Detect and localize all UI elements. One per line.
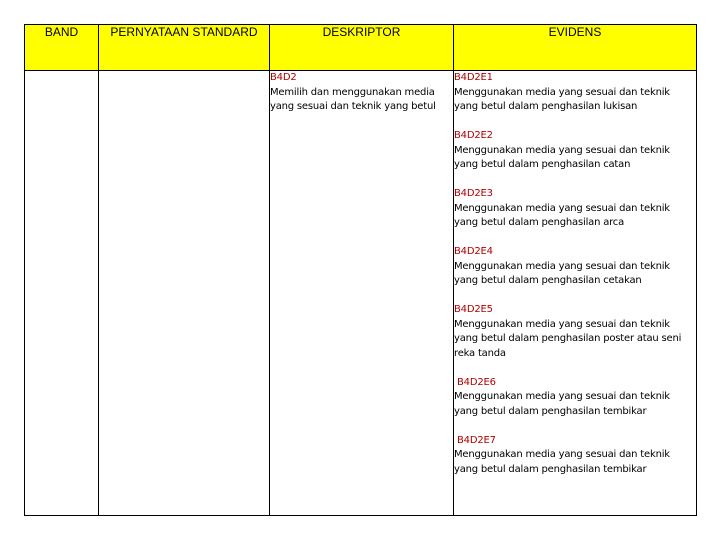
evidence-text: Menggunakan media yang sesuai dan teknik yang betul dalam penghasilan tembikar	[454, 449, 670, 475]
evidence-code: B4D2E6	[457, 376, 496, 388]
evidence-text: Menggunakan media yang sesuai dan teknik yang betul dalam penghasilan cetakan	[454, 260, 670, 286]
evidence-item	[454, 245, 696, 289]
header-evidence: EVIDENS	[454, 25, 697, 71]
band-cell	[25, 71, 99, 516]
evidence-item	[454, 187, 696, 231]
evidence-text: Menggunakan media yang sesuai dan teknik yang betul dalam penghasilan arca	[454, 202, 670, 228]
header-standard: PERNYATAAN STANDARD	[99, 25, 270, 71]
evidence-item	[454, 71, 696, 115]
evidence-item	[454, 376, 696, 420]
evidence-code: B4D2E7	[457, 434, 496, 446]
evidence-code: B4D2E4	[454, 246, 493, 257]
evidence-code: B4D2E3	[454, 188, 493, 199]
evidence-text: Menggunakan media yang sesuai dan teknik yang betul dalam penghasilan lukisan	[454, 86, 670, 112]
evidence-item	[454, 434, 696, 478]
evidence-item	[454, 129, 696, 173]
descriptor-code: B4D2	[270, 72, 297, 83]
evidence-text: Menggunakan media yang sesuai dan teknik yang betul dalam penghasilan tembikar	[454, 391, 670, 417]
standard-cell	[99, 71, 270, 516]
header-row	[25, 25, 697, 71]
header-descriptor: DESKRIPTOR	[270, 25, 454, 71]
evidence-code: B4D2E5	[454, 304, 493, 315]
evidence-code: B4D2E2	[454, 130, 493, 141]
evidence-text: Menggunakan media yang sesuai dan teknik yang betul dalam penghasilan catan	[454, 144, 670, 170]
evidence-code: B4D2E1	[454, 72, 493, 83]
evidence-cell	[454, 71, 697, 516]
evidence-item	[454, 303, 696, 361]
descriptor-text: Memilih dan menggunakan media yang sesuai dan teknik yang betul	[270, 86, 436, 112]
descriptor-cell	[270, 71, 454, 516]
rubric-table	[24, 24, 697, 516]
evidence-text: Menggunakan media yang sesuai dan teknik yang betul dalam penghasilan poster atau seni reka tanda	[454, 318, 682, 359]
content-row	[25, 71, 697, 516]
header-band: BAND	[25, 25, 99, 71]
